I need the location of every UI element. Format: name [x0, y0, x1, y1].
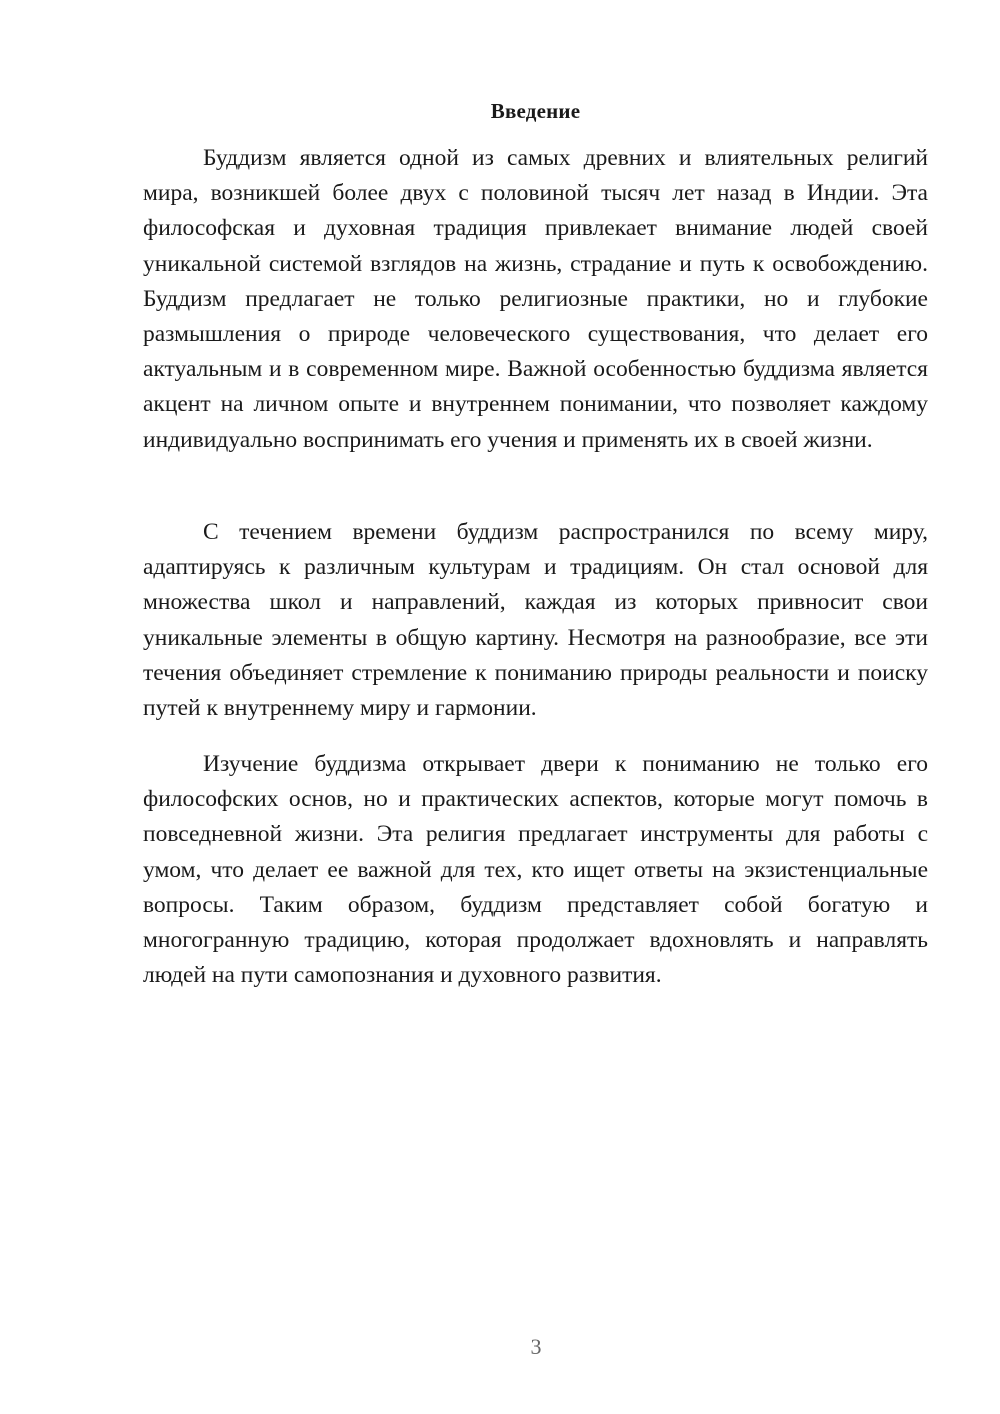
paragraph-1: Буддизм является одной из самых древних и влиятельных религий мира, возникшей более двух с половиной тысяч лет назад в Индии. Эта философская и духовная традиция привлекает внимание людей своей уникальной системой взглядов на жизнь, страдание и путь к освобождению. Буддизм предлагает не только религиозные практики, но и глубокие размышления о природе человеческого существования, что делает его актуальным и в современном мире. Важной особенностью буддизма является акцент на личном опыте и внутреннем понимании, что позволяет каждому индивидуально воспринимать его учения и применять их в своей жизни.	[143, 145, 928, 453]
paragraph-2: С течением времени буддизм распространился по всему миру, адаптируясь к различным культурам и традициям. Он стал основой для множества школ и направлений, каждая из которых привносит свои уникальные элементы в общую картину. Несмотря на разнообразие, все эти течения объединяет стремление к пониманию природы реальности и поиску путей к внутреннему миру и гармонии.	[143, 519, 928, 722]
paragraph-3: Изучение буддизма открывает двери к пониманию не только его философских основ, но и практических аспектов, которые могут помочь в повседневной жизни. Эта религия предлагает инструменты для работы с умом, что делает ее важной для тех, кто ищет ответы на экзистенциальные вопросы. Таким образом, буддизм представляет собой богатую и многогранную традицию, которая продолжает вдохновлять и направлять людей на пути самопознания и духовного развития.	[143, 751, 928, 989]
section-heading: Введение	[490, 99, 581, 123]
page-number: 3	[530, 1334, 542, 1359]
